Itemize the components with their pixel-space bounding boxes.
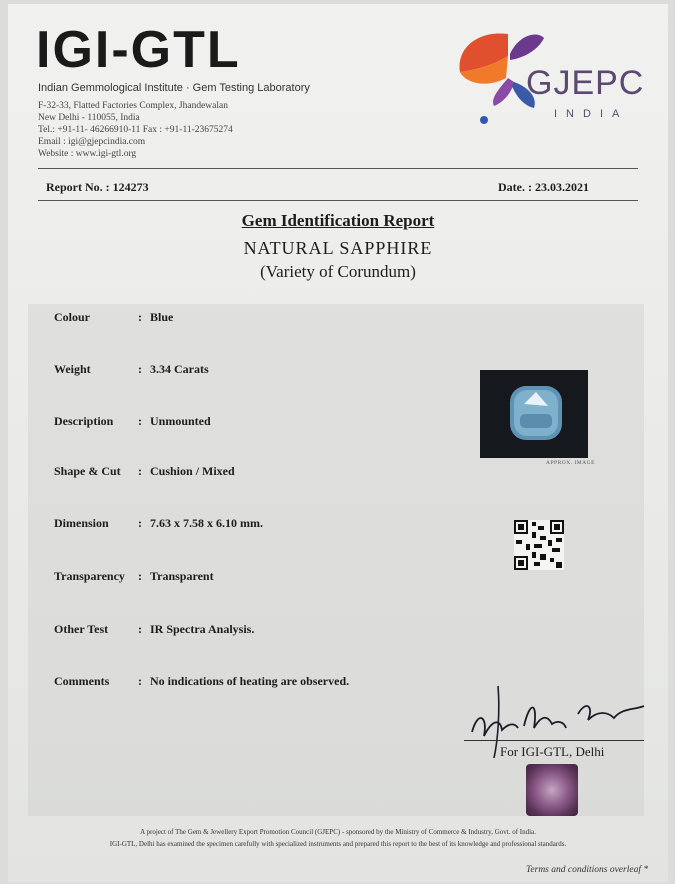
field-label: Colour [54,310,90,324]
field-label: Comments [54,674,110,688]
igi-gtl-logo: IGI-GTL [36,21,241,79]
email-line: Email : igi@gjepcindia.com [38,137,146,147]
field-value: Cushion / Mixed [150,464,235,478]
image-caption: APPROX. IMAGE [546,460,595,466]
field-row-shape: Shape & Cut : Cushion / Mixed [54,464,235,478]
field-label: Dimension [54,516,109,530]
divider [38,200,638,201]
field-row-weight: Weight : 3.34 Carats [54,362,209,376]
divider [38,168,638,169]
field-label: Shape & Cut [54,464,121,478]
field-value: Blue [150,310,174,324]
website-line: Website : www.igi-gtl.org [38,149,137,159]
terms-note: Terms and conditions overleaf * [526,865,649,875]
report-certificate [8,4,668,882]
field-value: IR Spectra Analysis. [150,622,255,636]
institute-name: Indian Gemmological Institute · Gem Testing Laboratory [38,82,310,94]
footer-disclaimer: IGI-GTL, Delhi has examined the specimen carefully with specialized instruments and prepared this report to the best of its knowledge and professional standards. [109,840,567,848]
field-value: No indications of heating are observed. [150,674,350,688]
field-row-description: Description : Unmounted [54,414,211,428]
signature-line [464,740,644,741]
stone-variety: (Variety of Corundum) [260,262,416,281]
hologram-seal [526,764,578,816]
gjepc-india: INDIA [554,108,629,120]
report-title: Gem Identification Report [241,211,435,230]
field-value: 7.63 x 7.58 x 6.10 mm. [150,516,263,530]
field-value: Transparent [150,569,214,583]
address-block [38,100,233,160]
address-line: F-32-33, Flatted Factories Complex, Jhandewalan [38,101,228,111]
qr-code-icon[interactable] [514,520,564,570]
phone-line: Tel.: +91-11- 46266910-11 Fax : +91-11-23675274 [38,125,233,135]
field-row-transparency: Transparency : Transparent [54,569,214,583]
field-label: Other Test [54,622,109,636]
stone-name: NATURAL SAPPHIRE [243,238,433,258]
report-date: Date. : 23.03.2021 [498,180,589,194]
field-row-other-test: Other Test : IR Spectra Analysis. [54,622,255,636]
sapphire-image [480,370,588,458]
field-value: 3.34 Carats [150,362,209,376]
field-label: Description [54,414,114,428]
field-row-dimension: Dimension : 7.63 x 7.58 x 6.10 mm. [54,516,263,530]
gemstone-photo [480,370,588,458]
field-row-colour: Colour : Blue [54,310,174,324]
signatory: For IGI-GTL, Delhi [500,744,605,759]
address-line: New Delhi - 110055, India [38,113,140,123]
report-number: Report No. : 124273 [46,180,149,194]
field-value: Unmounted [150,414,211,428]
gjepc-wordmark: GJEPC [526,64,645,102]
field-label: Transparency [54,569,125,583]
footer-note: A project of The Gem & Jewellery Export Promotion Council (GJEPC) - sponsored by the Ministry of Commerce & Industry, Govt. of India. [140,828,536,836]
field-label: Weight [54,362,91,376]
field-row-comments: Comments : No indications of heating are observed. [54,674,350,688]
